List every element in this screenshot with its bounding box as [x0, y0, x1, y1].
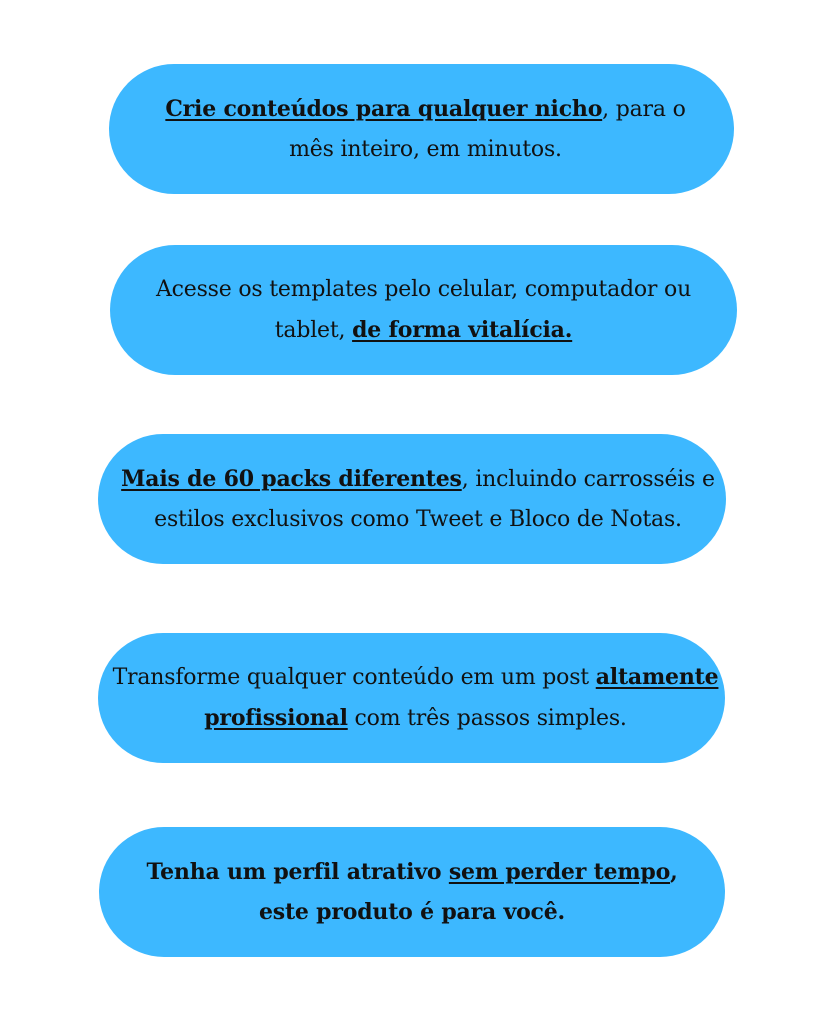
feature-card-acesso: [110, 245, 737, 375]
feature-text-line2: este produto é para você.: [258, 899, 565, 925]
feature-card-packs: [98, 434, 726, 564]
feature-card-transforme: [98, 633, 725, 763]
feature-text-rest: com três passos simples.: [347, 706, 627, 731]
feature-text-line1: Acesse os templates pelo celular, computador ou: [155, 276, 692, 302]
feature-emphasis: sem perder tempo: [448, 859, 671, 885]
feature-text: [146, 852, 677, 932]
feature-emphasis-continued: profissional: [204, 705, 348, 731]
feature-text: [156, 270, 691, 351]
feature-text-suffix: ,: [670, 859, 678, 885]
feature-text-rest: , incluindo carrosséis e: [461, 466, 715, 492]
feature-emphasis: Mais de 60 packs diferentes: [121, 465, 462, 492]
feature-text-rest: , para o: [602, 96, 686, 122]
feature-text-line2: mês inteiro, em minutos.: [289, 136, 562, 162]
feature-emphasis: altamente: [595, 664, 719, 690]
feature-text-prefix: tablet,: [274, 317, 353, 343]
feature-card-nichos: [109, 64, 734, 194]
feature-text-prefix: Tenha um perfil atrativo: [146, 859, 449, 885]
feature-text: [113, 657, 719, 739]
feature-emphasis: Crie conteúdos para qualquer nicho: [165, 95, 603, 122]
feature-text-prefix: Transforme qualquer conteúdo em um post: [112, 665, 596, 690]
feature-text: [109, 459, 715, 540]
feature-card-perfil: [99, 827, 725, 957]
feature-text-line2: estilos exclusivos como Tweet e Bloco de Notas.: [154, 506, 682, 532]
feature-emphasis: de forma vitalícia.: [352, 316, 573, 343]
feature-text: [157, 89, 685, 170]
